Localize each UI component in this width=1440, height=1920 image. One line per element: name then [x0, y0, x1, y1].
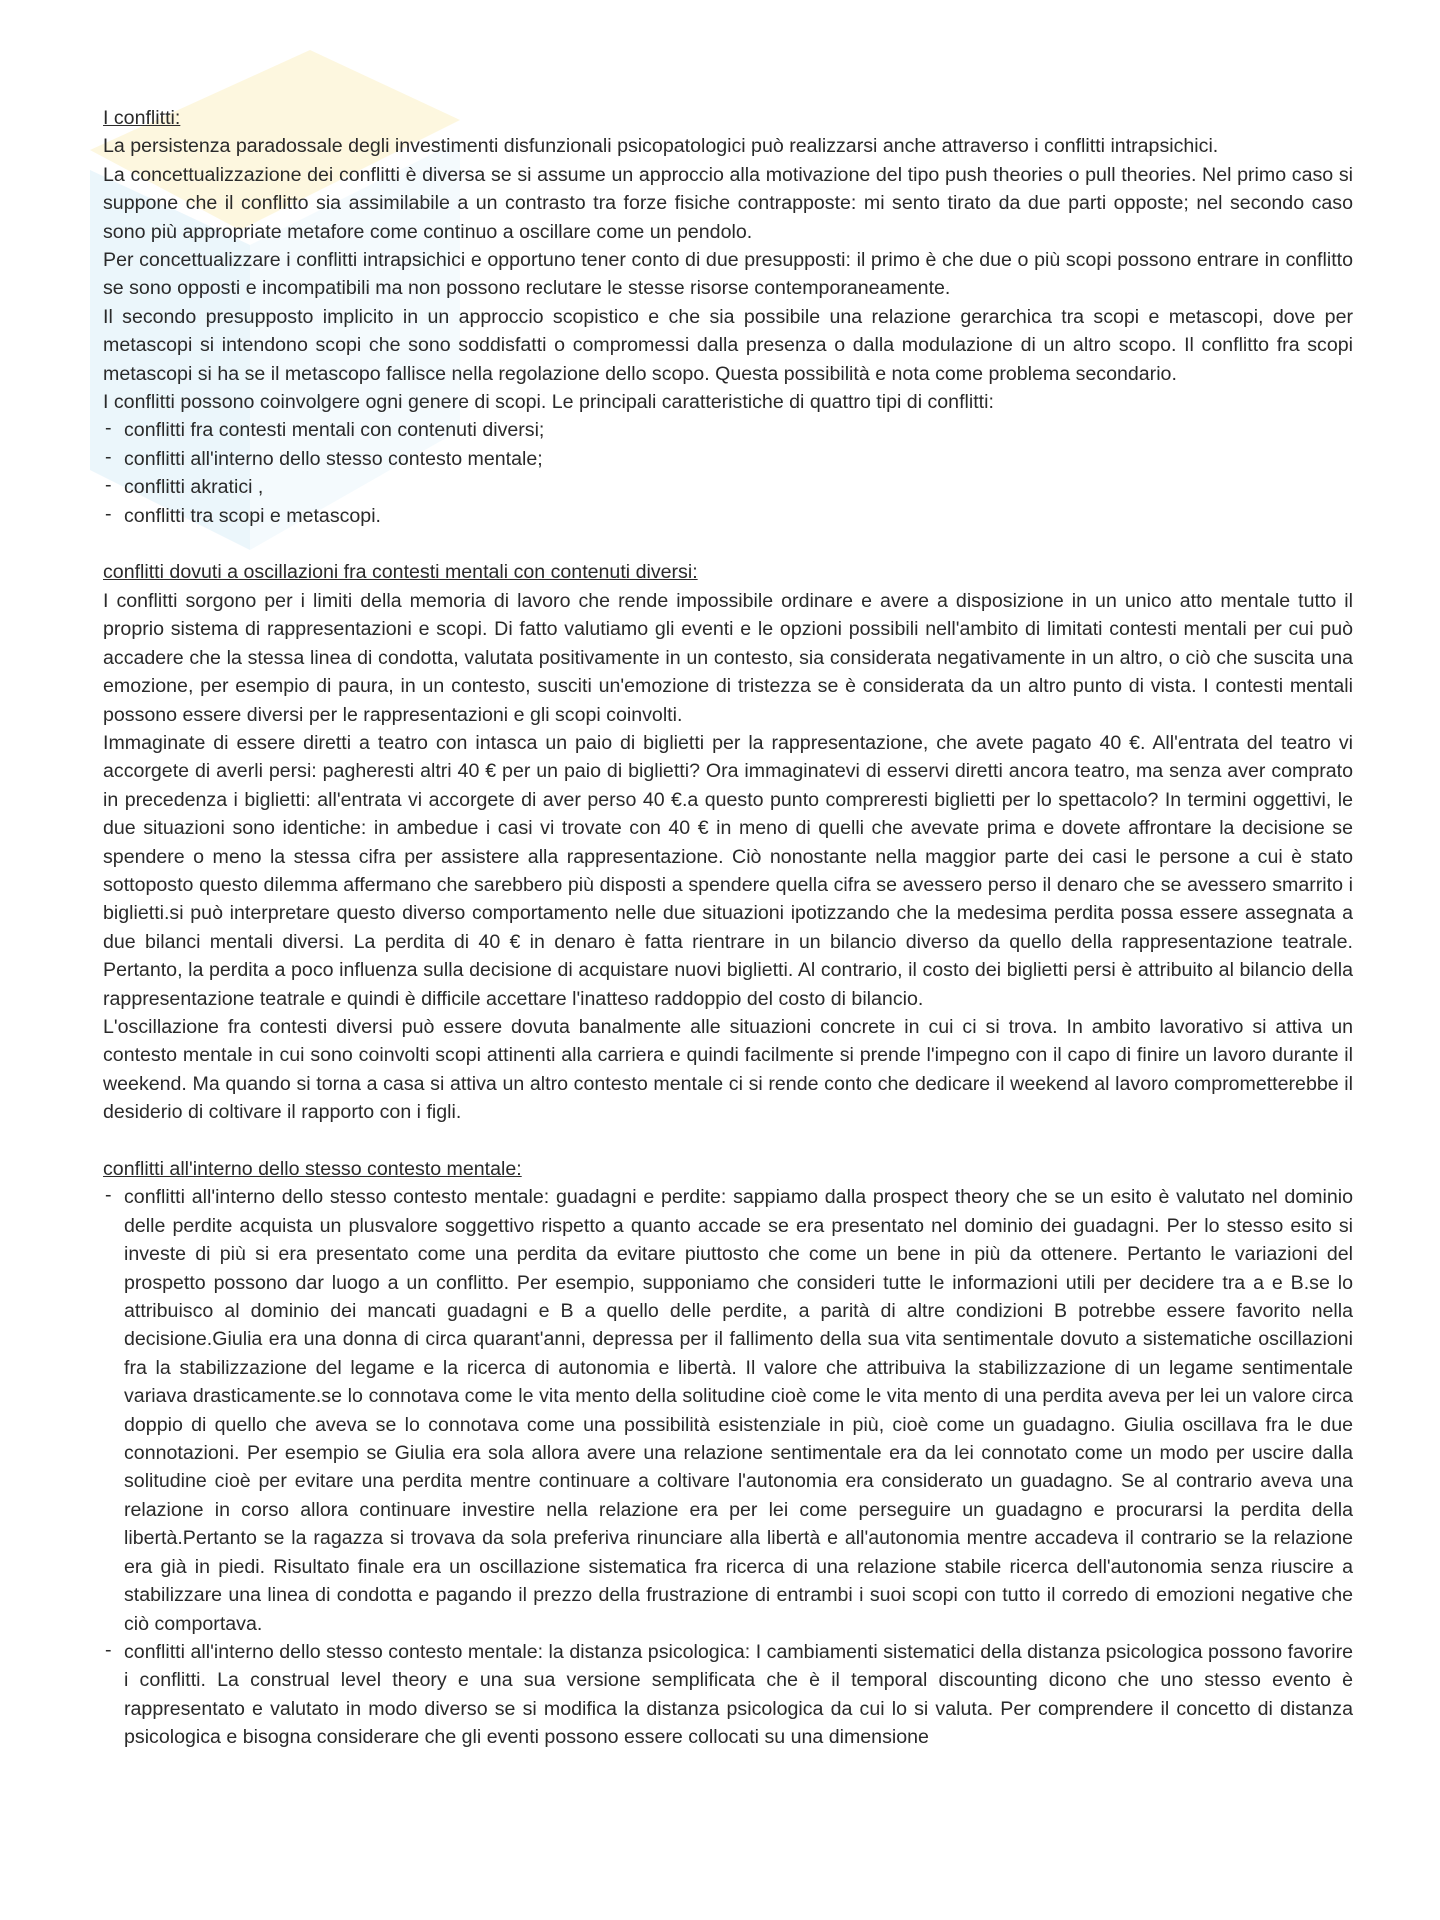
- paragraph: Per concettualizzare i conflitti intrapsichici e opportuno tener conto di due presupposti: il primo è che due o più scopi possono entrare in conflitto se sono opposti e incompatibili ma non possono reclutare le stesse risorse contemporaneamente.: [103, 249, 1353, 300]
- section-spacer: [103, 530, 1353, 558]
- paragraph: La concettualizzazione dei conflitti è diversa se si assume un approccio alla motivazione del tipo push theories o pull theories. Nel primo caso si suppone che il conflitto sia assimilabile a un contrasto tra forze fisiche contrapposte: mi sento tirato da due parti opposte; nel secondo caso sono più appropriate metafore come continuo a oscillare come un pendolo.: [103, 163, 1353, 243]
- list-item: - conflitti all'interno dello stesso contesto mentale;: [103, 445, 1353, 473]
- list-item: - conflitti tra scopi e metascopi.: [103, 502, 1353, 530]
- section-heading: conflitti dovuti a oscillazioni fra contesti mentali con contenuti diversi:: [103, 561, 698, 584]
- section-heading: I conflitti:: [103, 107, 181, 129]
- same-context-conflicts-list: [103, 1183, 1353, 1751]
- list-item: - conflitti akratici ,: [103, 473, 1353, 501]
- list-item: - conflitti all'interno dello stesso contesto mentale: guadagni e perdite: sappiamo dalla prospect theory che se un esito è valutato nel dominio delle perdite acquista un plusvalore soggettivo rispetto a quanto accade se era presentato nel dominio dei guadagni. Per lo stesso esito si investe di più si era presentato come una perdita da evitare piuttosto che come un bene in più da ottenere. Pertanto le variazioni del prospetto possono dar luogo a un conflitto. Per esempio, supponiamo che consideri tutte le informazioni utili per decidere tra a e B.se lo attribuisco al dominio dei mancati guadagni e B a quello delle perdite, a parità di altre condizioni B potrebbe essere favorito nella decisione.Giulia era una donna di circa quarant'anni, depressa per il fallimento della sua vita sentimentale dovuto a sistematiche oscillazioni fra la stabilizzazione del legame e la ricerca di autonomia e libertà. Il valore che attribuiva la stabilizzazione di un legame sentimentale variava drasticamente.se lo connotava come le vita mento della solitudine cioè come le vita mento di una perdita aveva per lei un valore circa doppio di quello che aveva se lo connotava come una possibilità esistenziale in più, cioè come un guadagno. Giulia oscillava fra le due connotazioni. Per esempio se Giulia era sola allora avere una relazione sentimentale era da lei connotato come un modo per uscire dalla solitudine cioè per evitare una perdita mentre continuare a coltivare l'autonomia era considerato un guadagno. Se al contrario aveva una relazione in corso allora continuare investire nella relazione era per lei come perseguire un guadagno e procurarsi la perdita della libertà.Pertanto se la ragazza si trovava da sola preferiva rinunciare alla libertà e all'autonomia mentre accadeva il contrario se la relazione era già in piedi. Risultato finale era un oscillazione sistematica fra ricerca di una relazione stabile ricerca dell'autonomia senza riuscire a stabilizzare una linea di condotta e pagando il prezzo della frustrazione di entrambi i suoi scopi con tutto il corredo di emozioni negative che ciò comportava.: [103, 1183, 1353, 1638]
- section-heading: conflitti all'interno dello stesso contesto mentale:: [103, 1158, 522, 1180]
- list-item: - conflitti all'interno dello stesso contesto mentale: la distanza psicologica: I cambiamenti sistematici della distanza psicologica possono favorire i conflitti. La construal level theory e una sua versione semplificata che è il temporal discounting dicono che uno stesso evento è rappresentato e valutato in modo diverso se si modifica la distanza psicologica da cui lo si valuta. Per comprendere il concetto di distanza psicologica e bisogna considerare che gli eventi possono essere collocati su una dimensione: [103, 1638, 1353, 1752]
- paragraph: I conflitti sorgono per i limiti della memoria di lavoro che rende impossibile ordinare e avere a disposizione in un unico atto mentale tutto il proprio sistema di rappresentazioni e scopi. Di fatto valutiamo gli eventi e le opzioni possibili nell'ambito di limitati contesti mentali per cui può accadere che la stessa linea di condotta, valutata positivamente in un contesto, sia considerata negativamente in un altro, o ciò che suscita una emozione, per esempio di paura, in un contesto, susciti un'emozione di tristezza se è considerata da un altro punto di vista. I contesti mentali possono essere diversi per le rappresentazioni e gli scopi coinvolti.: [103, 589, 1353, 726]
- conflict-types-list: [103, 416, 1353, 530]
- list-item: - conflitti fra contesti mentali con contenuti diversi;: [103, 416, 1353, 444]
- paragraph: I conflitti possono coinvolgere ogni genere di scopi. Le principali caratteristiche di quattro tipi di conflitti:: [103, 391, 994, 414]
- document-page: [103, 104, 1353, 1752]
- paragraph: Immaginate di essere diretti a teatro con intasca un paio di biglietti per la rappresentazione, che avete pagato 40 €. All'entrata del teatro vi accorgete di averli persi: pagheresti altri 40 € per un paio di biglietti? Ora immaginatevi di esservi diretti ancora teatro, ma senza aver comprato in precedenza i biglietti: all'entrata vi accorgete di aver perso 40 €.a questo punto compreresti biglietti per lo spettacolo? In termini oggettivi, le due situazioni sono identiche: in ambedue i casi vi trovate con 40 € in meno di quelli che avevate prima e dovete affrontare la decisione se spendere o meno la stessa cifra per assistere alla rappresentazione. Ciò nonostante nella maggior parte dei casi le persone a cui è stato sottoposto questo dilemma affermano che sarebbero più disposti a spendere quella cifra se avessero perso il denaro che se avessero smarrito i biglietti.si può interpretare questo diverso comportamento nelle due situazioni ipotizzando che la medesima perdita possa essere assegnata a due bilanci mentali diversi. La perdita di 40 € in denaro è fatta rientrare in un bilancio diverso da quello della rappresentazione teatrale. Pertanto, la perdita a poco influenza sulla decisione di acquistare nuovi biglietti. Al contrario, il costo dei biglietti persi è attribuito al bilancio della rappresentazione teatrale e quindi è difficile accettare l'inatteso raddoppio del costo di bilancio.: [103, 731, 1353, 1010]
- paragraph: Il secondo presupposto implicito in un approccio scopistico e che sia possibile una relazione gerarchica tra scopi e metascopi, dove per metascopi si intendono scopi che sono soddisfatti o compromessi dalla presenza o dalla modulazione di un altro scopo. Il conflitto fra scopi metascopi si ha se il metascopo fallisce nella regolazione dello scopo. Questa possibilità e nota come problema secondario.: [103, 305, 1353, 385]
- paragraph: La persistenza paradossale degli investimenti disfunzionali psicopatologici può realizzarsi anche attraverso i conflitti intrapsichici.: [103, 135, 1219, 158]
- paragraph: L'oscillazione fra contesti diversi può essere dovuta banalmente alle situazioni concrete in cui ci si trova. In ambito lavorativo si attiva un contesto mentale in cui sono coinvolti scopi attinenti alla carriera e quindi facilmente si prende l'impegno con il capo di finire un lavoro durante il weekend. Ma quando si torna a casa si attiva un altro contesto mentale ci si rende conto che dedicare il weekend al lavoro comprometterebbe il desiderio di coltivare il rapporto con i figli.: [103, 1015, 1353, 1124]
- section-spacer: [103, 1127, 1353, 1155]
